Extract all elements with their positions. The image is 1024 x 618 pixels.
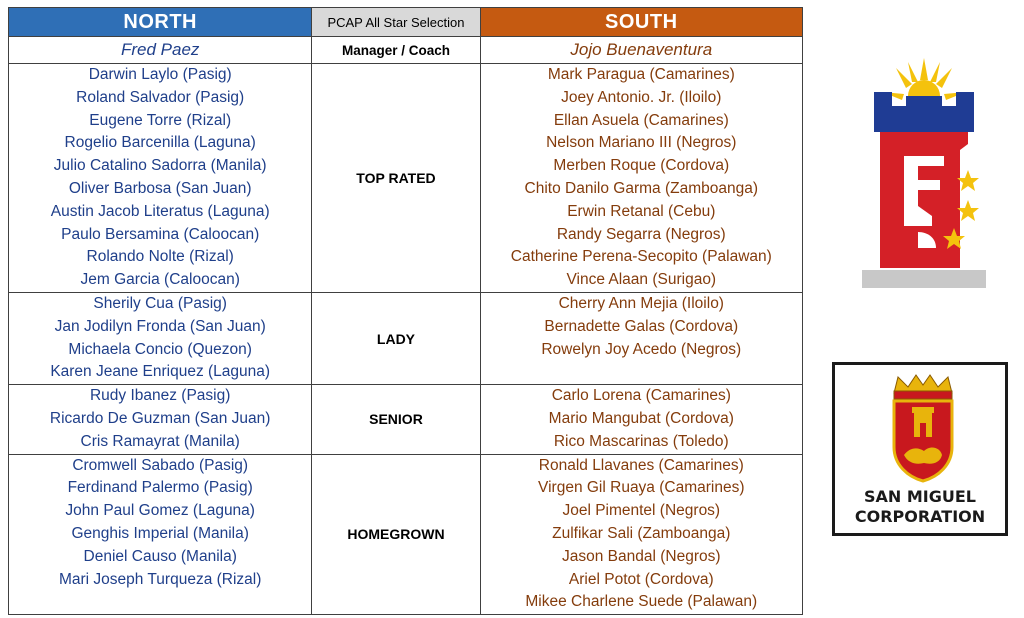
- player-name: Cherry Ann Mejia (Iloilo): [558, 294, 724, 312]
- player-name: Mario Mangubat (Cordova): [548, 409, 734, 427]
- manager-label: Manager / Coach: [312, 37, 480, 64]
- player-name: Joey Antonio. Jr. (Iloilo): [561, 88, 722, 106]
- player-name: Joel Pimentel (Negros): [562, 502, 721, 520]
- section-senior: [9, 385, 803, 454]
- sponsor-name-line2: CORPORATION: [854, 507, 986, 526]
- all-star-roster-table: [8, 7, 803, 615]
- south-players-lady: [480, 292, 802, 384]
- player-name: Rowelyn Joy Acedo (Negros): [541, 340, 742, 358]
- player-name: Cris Ramayrat (Manila): [80, 432, 240, 450]
- selection-title: PCAP All Star Selection: [312, 8, 480, 37]
- player-name: Bernadette Galas (Cordova): [544, 317, 739, 335]
- north-players-top-rated: [9, 64, 312, 293]
- player-name: Erwin Retanal (Cebu): [567, 202, 716, 220]
- player-name: Randy Segarra (Negros): [556, 225, 726, 243]
- player-name: Ferdinand Palermo (Pasig): [67, 479, 253, 497]
- player-name: Mark Paragua (Camarines): [547, 66, 735, 83]
- player-name: Carlo Lorena (Camarines): [551, 387, 731, 405]
- player-name: Karen Jeane Enriquez (Laguna): [50, 363, 271, 381]
- category-homegrown: HOMEGROWN: [312, 454, 480, 615]
- player-name: Zulfikar Sali (Zamboanga): [552, 524, 731, 542]
- player-name: Austin Jacob Literatus (Laguna): [50, 202, 270, 220]
- section-top-rated: [9, 64, 803, 293]
- player-name: Darwin Laylo (Pasig): [88, 66, 232, 83]
- player-name: Cromwell Sabado (Pasig): [72, 456, 249, 474]
- section-lady: [9, 292, 803, 384]
- category-lady: LADY: [312, 292, 480, 384]
- player-name: Vince Alaan (Surigao): [566, 271, 717, 289]
- player-name: Julio Catalino Sadorra (Manila): [53, 157, 267, 175]
- player-name: Jan Jodilyn Fronda (San Juan): [54, 317, 266, 335]
- section-homegrown: [9, 454, 803, 615]
- player-name: Paulo Bersamina (Caloocan): [61, 225, 260, 243]
- north-header: NORTH: [9, 8, 312, 37]
- player-name: Ricardo De Guzman (San Juan): [49, 409, 271, 427]
- player-name: Rolando Nolte (Rizal): [86, 248, 234, 266]
- player-name: Michaela Concio (Quezon): [68, 340, 252, 358]
- player-name: Sherily Cua (Pasig): [93, 294, 227, 312]
- player-name: Rogelio Barcenilla (Laguna): [64, 134, 256, 152]
- player-name: Ariel Potot (Cordova): [568, 570, 714, 588]
- player-name: Nelson Mariano III (Negros): [546, 134, 737, 152]
- player-name: Ellan Asuela (Camarines): [553, 111, 729, 129]
- player-name: Oliver Barbosa (San Juan): [68, 179, 252, 197]
- category-senior: SENIOR: [312, 385, 480, 454]
- player-name: Eugene Torre (Rizal): [89, 111, 232, 129]
- player-name: Mari Joseph Turqueza (Rizal): [58, 570, 262, 588]
- pcap-rook-logo-icon: [860, 52, 988, 292]
- player-name: Chito Danilo Garma (Zamboanga): [524, 179, 759, 197]
- north-manager: Fred Paez: [9, 37, 312, 64]
- player-name: Ronald Llavanes (Camarines): [538, 456, 744, 474]
- south-players-homegrown: [480, 454, 802, 615]
- manager-row: [9, 37, 803, 64]
- player-name: John Paul Gomez (Laguna): [65, 502, 255, 520]
- category-top-rated: TOP RATED: [312, 64, 480, 293]
- player-name: Rudy Ibanez (Pasig): [89, 387, 231, 405]
- player-name: Merben Roque (Cordova): [553, 157, 730, 175]
- player-name: Deniel Causo (Manila): [83, 547, 237, 565]
- player-name: Genghis Imperial (Manila): [71, 524, 249, 542]
- header-row: [9, 8, 803, 37]
- south-manager: Jojo Buenaventura: [480, 37, 802, 64]
- north-players-homegrown: [9, 454, 312, 615]
- player-name: Rico Mascarinas (Toledo): [553, 432, 729, 450]
- smc-shield-icon: [888, 371, 958, 483]
- player-name: Roland Salvador (Pasig): [76, 88, 245, 106]
- player-name: Virgen Gil Ruaya (Camarines): [538, 479, 745, 497]
- sponsor-name-line1: SAN MIGUEL: [864, 487, 976, 506]
- player-name: Jason Bandal (Negros): [562, 547, 721, 565]
- san-miguel-logo: [832, 362, 1008, 536]
- south-players-top-rated: [480, 64, 802, 293]
- north-players-senior: [9, 385, 312, 454]
- south-header: SOUTH: [480, 8, 802, 37]
- south-players-senior: [480, 385, 802, 454]
- north-players-lady: [9, 292, 312, 384]
- player-name: Catherine Perena-Secopito (Palawan): [510, 248, 772, 266]
- player-name: Jem Garcia (Caloocan): [80, 271, 240, 289]
- player-name: Mikee Charlene Suede (Palawan): [525, 593, 758, 611]
